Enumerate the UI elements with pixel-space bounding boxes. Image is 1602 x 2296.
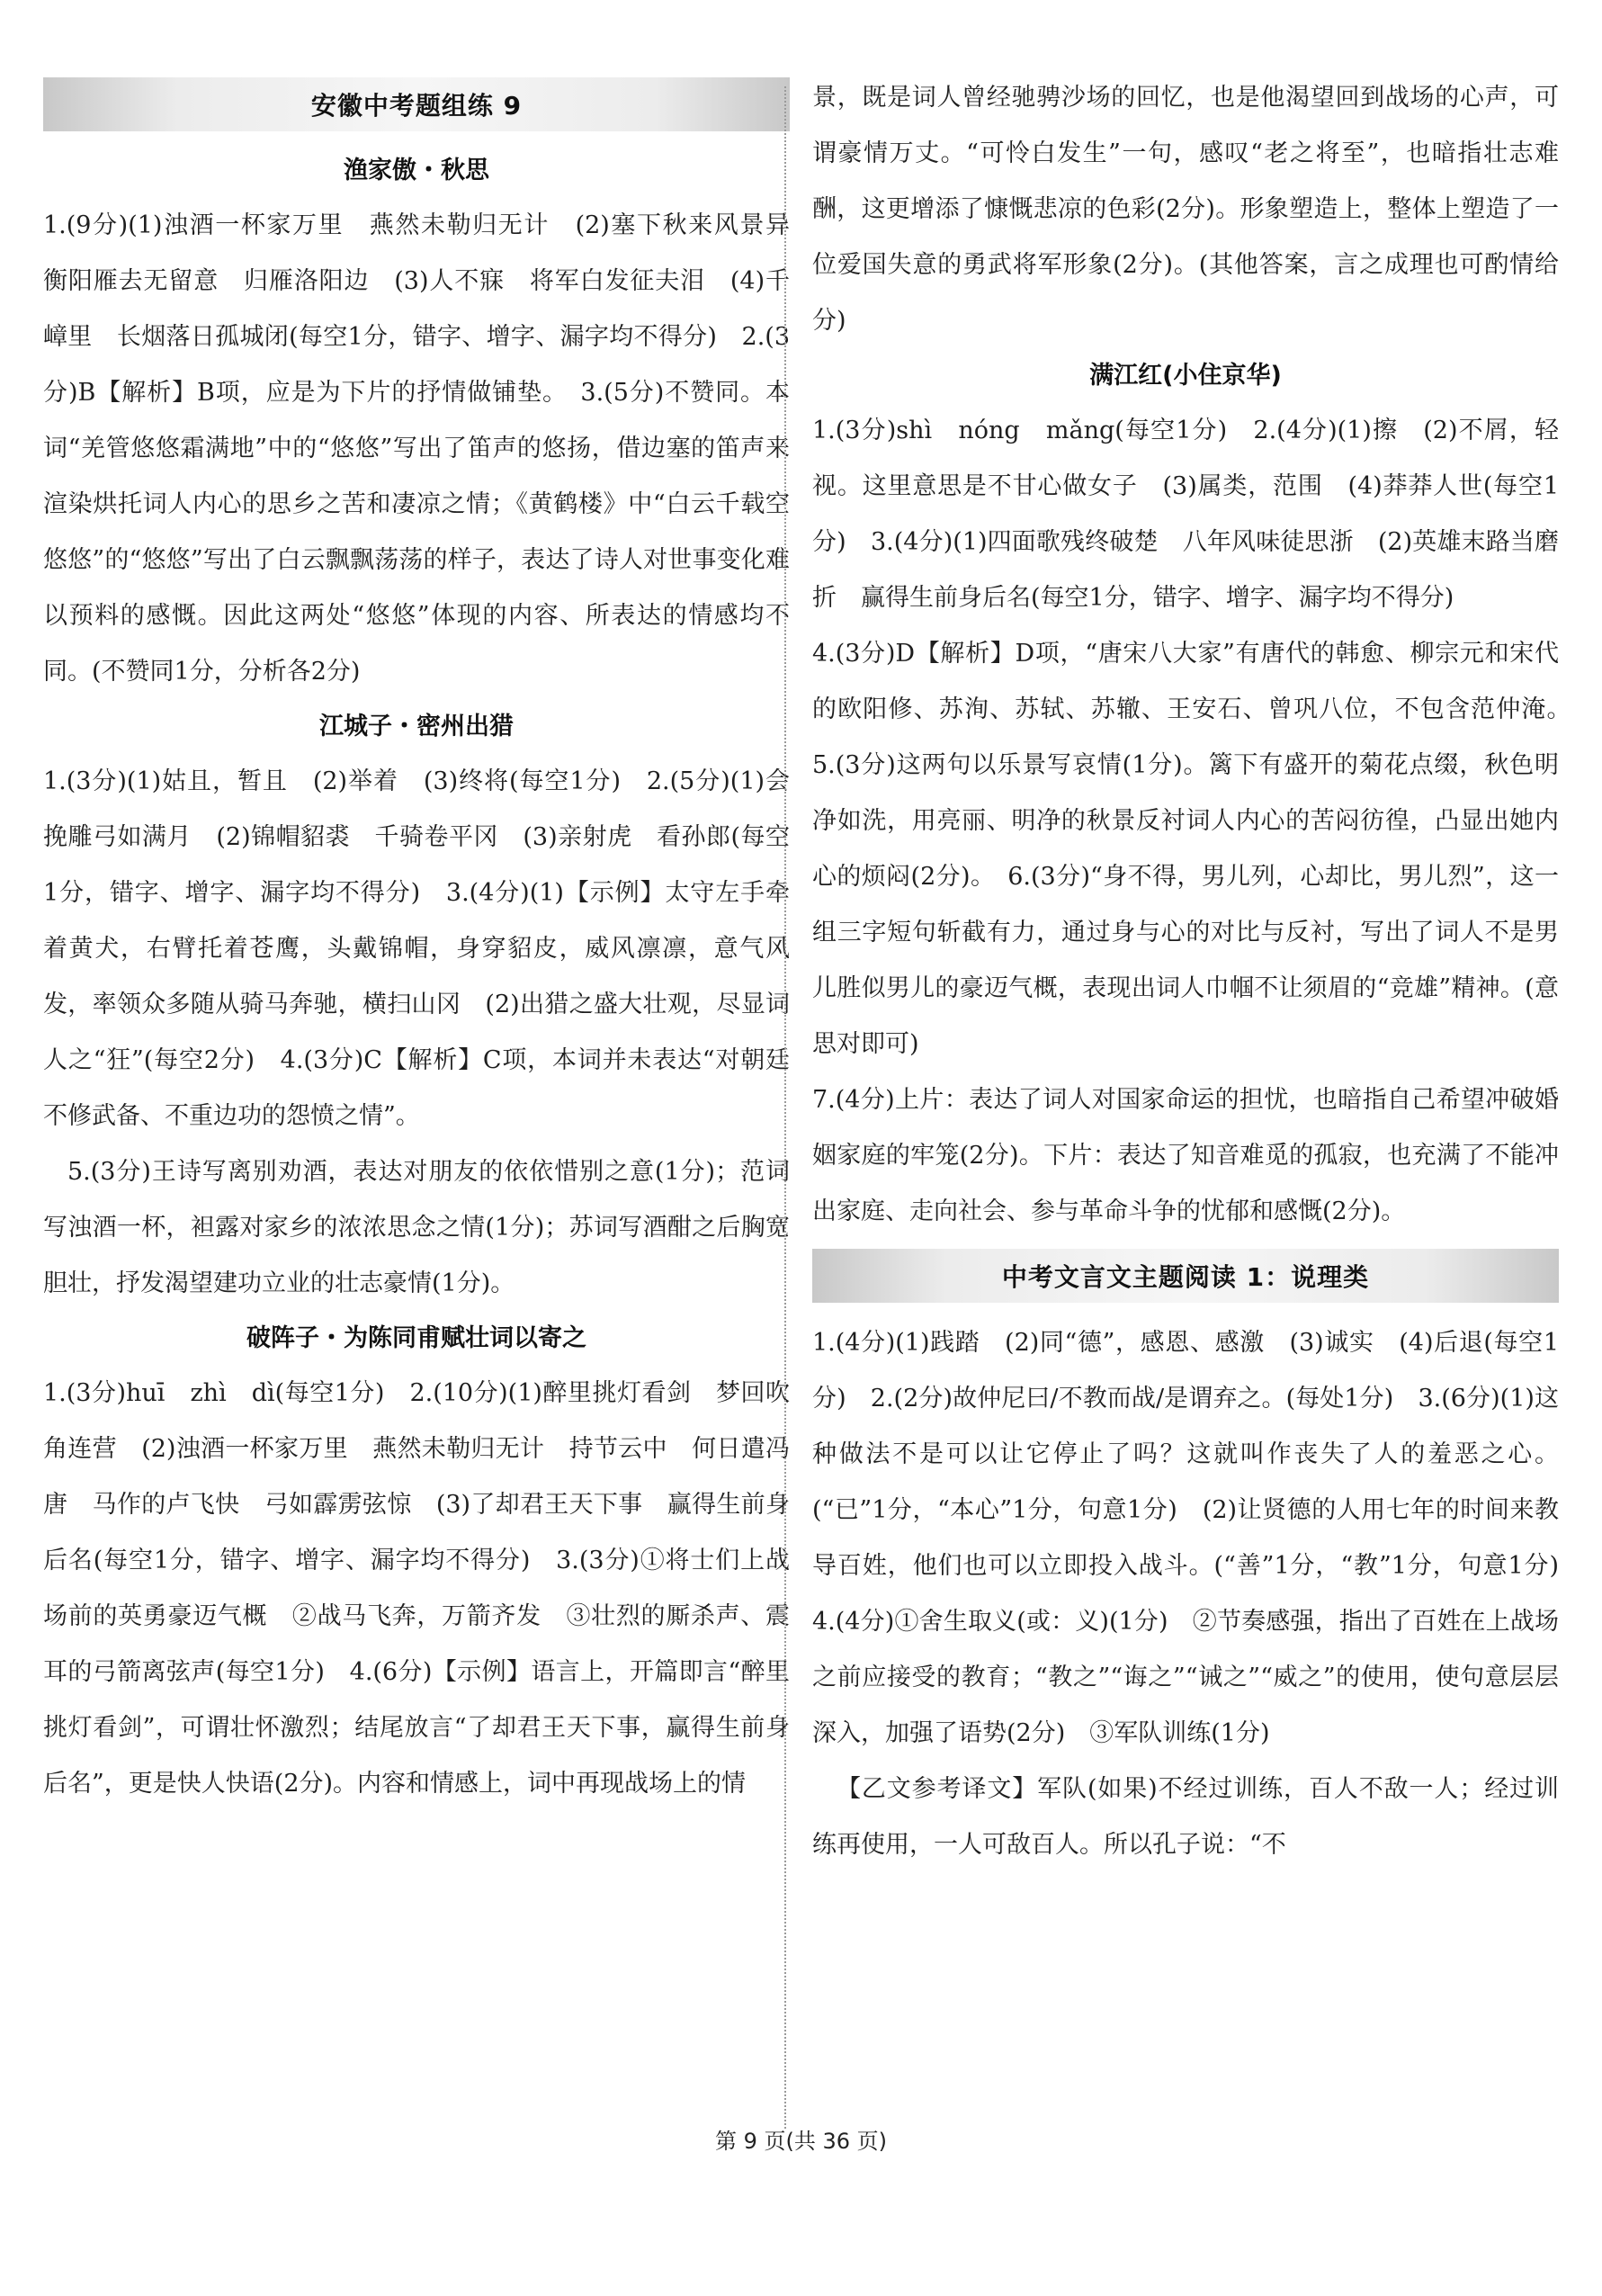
answer-paragraph: 5.(3分)王诗写离别劝酒，表达对朋友的依依惜别之意(1分)；范词写浊酒一杯，袒露对家乡的浓浓思念之情(1分)；苏词写酒酣之后胸宽胆壮，抒发渴望建功立业的壮志豪情(1分)。	[43, 1158, 790, 1297]
right-column	[812, 70, 1583, 1873]
answer-paragraph: 7.(4分)上片：表达了词人对国家命运的担忧，也暗指自己希望冲破婚姻家庭的牢笼(2分)。下片：表达了知音难觅的孤寂，也充满了不能冲出家庭、走向社会、参与革命斗争的忧郁和感慨(2分)。	[812, 1086, 1559, 1225]
section-banner	[43, 77, 790, 131]
answer-paragraph: 1.(3分)shì nóng mǎng(每空1分) 2.(4分)(1)擦 (2)不屑，轻视。这里意思是不甘心做女子 (3)属类，范围 (4)莽莽人世(每空1分) 3.(4分)(1)四面歌残终破楚 八年风味徒思浙 (2)英雄末路当磨折 赢得生前身后名(每空1分，错字、增字、漏字均不得分)	[812, 417, 1559, 612]
banner-title: 安徽中考题组练 9	[310, 91, 523, 121]
answer-paragraph: 1.(3分)(1)姑且，暂且 (2)举着 (3)终将(每空1分) 2.(5分)(1)会挽雕弓如满月 (2)锦帽貂裘 千骑卷平冈 (3)亲射虎 看孙郎(每空1分，错字、增字、漏字均不得分) 3.(4分)(1)【示例】太守左手牵着黄犬，右臂托着苍鹰，头戴锦帽，身穿貂皮，威风凛凛，意气风发，率领众多随从骑马奔驰，横扫山冈 (2)出猎之盛大壮观，尽显词人之“狂”(每空2分) 4.(3分)C【解析】C项，本词并未表达“对朝廷不修武备、不重边功的怨愤之情”。	[43, 767, 790, 1130]
answer-paragraph: 1.(3分)huī zhì dì(每空1分) 2.(10分)(1)醉里挑灯看剑 梦回吹角连营 (2)浊酒一杯家万里 燕然未勒归无计 持节云中 何日遣冯唐 马作的卢飞快 弓如霹雳弦惊 (3)了却君王天下事 赢得生前身后名(每空1分，错字、增字、漏字均不得分) 3.(3分)①将士们上战场前的英勇豪迈气概 ②战马飞奔，万箭齐发 ③壮烈的厮杀声、震耳的弓箭离弦声(每空1分) 4.(6分)【示例】语言上，开篇即言“醉里挑灯看剑”，可谓壮怀激烈；结尾放言“了却君王天下事，赢得生前身后名”，更是快人快语(2分)。内容和情感上，词中再现战场上的情	[43, 1379, 790, 1798]
translation-paragraph: 【乙文参考译文】军队(如果)不经过训练，百人不敌一人；经过训练再使用，一人可敌百人。所以孔子说：“不	[812, 1775, 1559, 1859]
column-divider	[784, 86, 786, 2129]
answer-paragraph: 景，既是词人曾经驰骋沙场的回忆，也是他渴望回到战场的心声，可谓豪情万丈。“可怜白发生”一句，感叹“老之将至”，也暗指壮志难酬，这更增添了慷慨悲凉的色彩(2分)。形象塑造上，整体上塑造了一位爱国失意的勇武将军形象(2分)。(其他答案，言之成理也可酌情给分)	[812, 84, 1559, 335]
section-title-pozhenzi: 破阵子・为陈同甫赋壮词以寄之	[246, 1324, 586, 1352]
section-banner	[812, 1249, 1559, 1303]
page-number: 第 9 页(共 36 页)	[714, 2129, 888, 2154]
answer-paragraph: 1.(4分)(1)践踏 (2)同“德”，感恩、感激 (3)诚实 (4)后退(每空1分) 2.(2分)故仲尼曰/不教而战/是谓弃之。(每处1分) 3.(6分)(1)这种做法不是可以让它停止了吗？这就叫作丧失了人的羞恶之心。(“已”1分，“本心”1分，句意1分) (2)让贤德的人用七年的时间来教导百姓，他们也可以立即投入战斗。(“善”1分，“教”1分，句意1分) 4.(4分)①舍生取义(或：义)(1分) ②节奏感强，指出了百姓在上战场之前应接受的教育；“教之”“诲之”“诫之”“威之”的使用，使句意层层深入，加强了语势(2分) ③军队训练(1分)	[812, 1329, 1583, 1747]
answer-paragraph: 4.(3分)D【解析】D项，“唐宋八大家”有唐代的韩愈、柳宗元和宋代的欧阳修、苏洵、苏轼、苏辙、王安石、曾巩八位，不包含范仲淹。 5.(3分)这两句以乐景写哀情(1分)。篱下有盛开的菊花点缀，秋色明净如洗，用亮丽、明净的秋景反衬词人内心的苦闷彷徨，凸显出她内心的烦闷(2分)。 6.(3分)“身不得，男儿列，心却比，男儿烈”，这一组三字短句斩截有力，通过身与心的对比与反衬，写出了词人不是男儿胜似男儿的豪迈气概，表现出词人巾帼不让须眉的“竞雄”精神。(意思对即可)	[812, 640, 1583, 1058]
banner-title: 中考文言文主题阅读 1：说理类	[1001, 1262, 1370, 1292]
section-title-manjianghong: 满江红(小住京华)	[1089, 362, 1282, 390]
section-title-jiangchengzi: 江城子・密州出猎	[319, 713, 514, 740]
answer-paragraph: 1.(9分)(1)浊酒一杯家万里 燕然未勒归无计 (2)塞下秋来风景异 衡阳雁去无留意 归雁洛阳边 (3)人不寐 将军白发征夫泪 (4)千嶂里 长烟落日孤城闭(每空1分，错字、增字、漏字均不得分) 2.(3分)B【解析】B项，应是为下片的抒情做铺垫。 3.(5分)不赞同。本词“羌管悠悠霜满地”中的“悠悠”写出了笛声的悠扬，借边塞的笛声来渲染烘托词人内心的思乡之苦和凄凉之情；《黄鹤楼》中“白云千载空悠悠”的“悠悠”写出了白云飘飘荡荡的样子，表达了诗人对世事变化难以预料的感慨。因此这两处“悠悠”体现的内容、所表达的情感均不同。(不赞同1分，分析各2分)	[43, 211, 814, 686]
page-footer	[0, 2123, 1602, 2155]
section-title-yujiaao: 渔家傲・秋思	[344, 157, 489, 184]
left-column	[43, 77, 814, 1812]
